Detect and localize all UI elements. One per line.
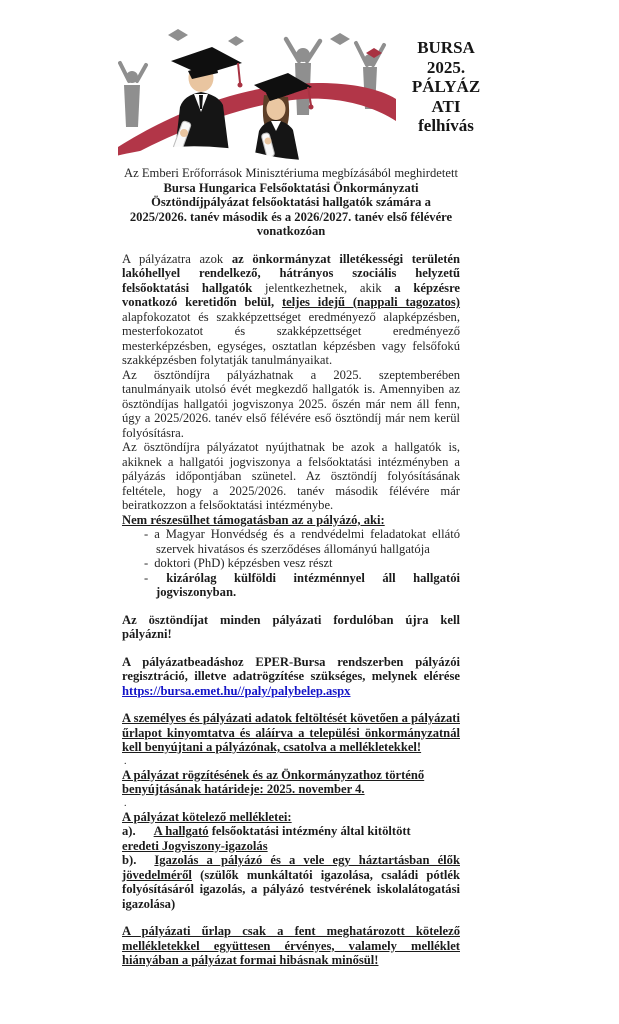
text-segment: a képzésre vonatkozó keretidőn belül, <box>122 280 461 309</box>
text-segment: vonatkozóan <box>256 224 326 238</box>
crowd-silhouettes <box>120 29 384 127</box>
stray-dot <box>124 757 460 766</box>
intro-line <box>122 224 460 239</box>
text-segment: teljes idejű (nappali tagozatos) <box>281 295 461 309</box>
intro-line <box>122 181 460 196</box>
title-line: PÁLYÁZ <box>411 77 481 96</box>
title-line: BURSA <box>417 38 475 57</box>
title-line: felhívás <box>418 116 474 135</box>
attachment-a <box>122 824 460 853</box>
text-segment: b). <box>122 853 137 867</box>
dash-marker: - <box>144 570 149 585</box>
text-segment: felsőoktatási intézmény által kitöltött <box>208 824 411 838</box>
text-segment: Nem részesülhet támogatásban az a pályázó, aki: <box>122 512 385 527</box>
text-segment: A pályázati űrlap csak a fent meghatározott kötelező mellékletekkel együttesen érvényes, valamely melléklet hiányában a pályázat formai hibásnak minősül! <box>122 924 460 967</box>
stray-dot <box>124 799 460 808</box>
paragraph-suspended-status <box>122 440 460 513</box>
text-segment: alapfokozatot és szakképzettséget eredményező alapképzésben, mesterfokozatot és szakképzettséget eredményező mesterképzésben, egységes, osztatlan képzésben vagy felsőfokú szakképzésben folytatják tanulmányaikat. <box>122 309 460 367</box>
text-segment: doktori (PhD) képzésben vesz részt <box>154 556 333 570</box>
text-segment: Bursa Hungarica Felsőoktatási Önkormányzati <box>163 180 419 195</box>
text-segment: (szülők munkáltatói igazolása, családi pótlék folyósításáról igazolás, a pályázó testvérének iskolalátogatási igazolása) <box>122 867 460 911</box>
text-segment: . <box>124 755 127 767</box>
text-segment: A pályázatra azok <box>122 251 232 266</box>
document-content <box>122 166 460 968</box>
title-line: 2025. <box>426 57 466 77</box>
text-segment: A pályázatbeadáshoz EPER-Bursa rendszerben pályázói regisztráció, illetve adatrögzítése szükséges, melynek elérése <box>122 654 460 683</box>
grad-cap-icon <box>171 47 242 75</box>
page-title <box>402 25 490 136</box>
exclusion-list <box>122 527 460 600</box>
text-segment: az önkormányzat illetékességi területén lakóhellyel rendelkező, hátrányos szociális helyzetű felsőoktatási hallgatók <box>122 251 460 295</box>
paragraph-deadline <box>122 768 460 797</box>
text-segment: A hallgató <box>153 824 209 838</box>
flying-cap-icon <box>168 29 188 41</box>
female-graduate <box>254 73 314 160</box>
list-item <box>122 571 460 600</box>
graduates-illustration <box>118 25 396 160</box>
text-segment: jelentkezhetnek, akik <box>252 280 395 295</box>
text-segment: Igazolás a pályázó és a vele egy háztartásban élők jövedelméről <box>122 853 460 882</box>
list-item <box>122 556 460 571</box>
title-line: ATI <box>431 96 461 116</box>
text-segment: Ösztöndíjpályázat felsőoktatási hallgatók számára a <box>151 195 431 209</box>
paragraph-eper-registration <box>122 655 460 699</box>
document-header <box>118 25 619 160</box>
intro-line <box>122 195 460 210</box>
intro-line <box>122 166 460 181</box>
intro-line <box>122 210 460 225</box>
text-segment: eredeti Jogviszony-igazolás <box>122 838 268 853</box>
dash-marker: - <box>144 527 149 541</box>
paragraph-submission <box>122 711 460 755</box>
paragraph-final-year <box>122 368 460 441</box>
text-segment: 2025/2026. tanév második és a 2026/2027. tanév első félévére <box>129 209 453 224</box>
text-segment: . <box>124 797 127 809</box>
attachment-b <box>122 853 460 911</box>
eper-bursa-link[interactable]: https://bursa.emet.hu//paly/palybelep.aspx <box>122 683 351 698</box>
text-segment: Az Emberi Erőforrások Minisztériuma megbízásából meghirdetett <box>124 166 458 180</box>
text-segment: Az ösztöndíjat minden pályázati fordulóban újra kell pályázni! <box>122 612 460 641</box>
text-segment: a Magyar Honvédség és a rendvédelmi feladatokat ellátó szervek hivatásos és szerződéses állományú hallgatója <box>154 527 460 556</box>
text-segment: Az ösztöndíjra pályázatot nyújthatnak be azok a hallgatók is, akiknek a hallgatói jogviszonya a felsőoktatási intézményben a pályázás időpontjában szünetel. Az ösztöndíj folyósításának feltétele, hogy a 2025/2026. tanév második félévére már beiratkozzon a felsőoktatási intézménybe. <box>122 440 460 512</box>
paragraph-eligibility <box>122 252 460 368</box>
text-segment: Az ösztöndíjra pályázhatnak a 2025. szeptemberében tanulmányaik utolsó évét megkezdő hallgatók is. Amennyiben az ösztöndíjas hallgatói jogviszonya 2025. őszén már nem áll fenn, úgy a 2025/2026. tanév első félévére eső ösztöndíj már nem kerül folyósításra. <box>122 367 460 440</box>
paragraph-validity-warning <box>122 924 460 968</box>
flying-cap-icon <box>330 33 350 45</box>
flying-cap-icon <box>228 36 244 46</box>
dash-marker: - <box>144 556 149 570</box>
paragraph-reapply <box>122 613 460 642</box>
text-segment: A személyes és pályázati adatok feltöltését követően a pályázati űrlapot kinyomtatva és aláírva a települési önkormányzatnál kell benyújtani a pályázónak, csatolva a mellékletekkel! <box>122 711 460 754</box>
list-item <box>122 527 460 556</box>
heading-exclusions <box>122 513 460 528</box>
text-segment: A pályázat rögzítésének és az Önkormányzathoz történő <box>122 767 425 782</box>
text-segment: a). <box>122 824 136 838</box>
heading-attachments <box>122 810 460 825</box>
text-segment: A pályázat kötelező mellékletei: <box>122 809 292 824</box>
text-segment: kizárólag külföldi intézménnyel áll hallgatói jogviszonyban. <box>156 570 460 599</box>
text-segment: benyújtásának határideje: 2025. november 4. <box>122 782 365 796</box>
